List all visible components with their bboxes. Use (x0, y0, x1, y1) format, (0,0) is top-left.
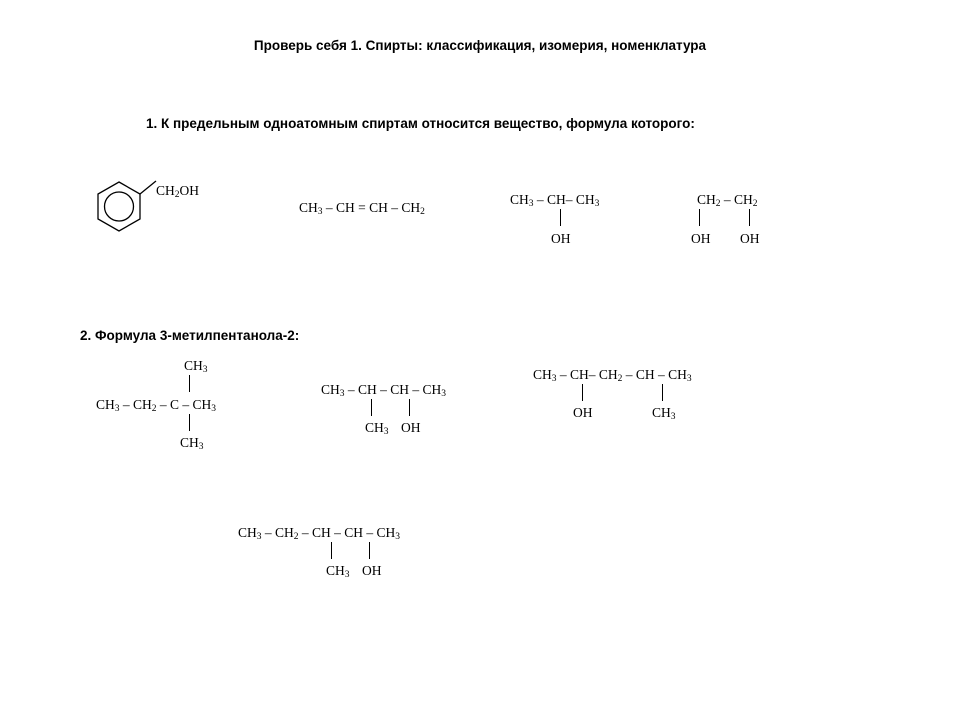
benzene-ring-icon (90, 178, 160, 248)
question-1-text: 1. К предельным одноатомным спиртам относится вещество, формула которого: (146, 116, 695, 131)
bond-line (699, 209, 700, 226)
q1-option-c-chain: $CH_3 - CH-$ $CH_3$ (510, 192, 600, 209)
bond-line (369, 542, 370, 559)
bond-line (560, 209, 561, 226)
question-2-text: 2. Формула 3-метилпентанола-2: (80, 328, 300, 343)
q2-option-b-oh: OH (401, 420, 421, 435)
q2-option-a-top: $CH_3$ (184, 358, 208, 375)
bond-line (662, 384, 663, 401)
q2-option-a-chain: $CH_3 - CH_2$ – C – $CH_3$ (96, 397, 217, 414)
bond-line (371, 399, 372, 416)
q2-option-b-chain: $CH_3$ – CH – CH – $CH_3$ (321, 382, 447, 399)
bond-line (189, 414, 190, 431)
bond-line (582, 384, 583, 401)
q2-option-d-oh: OH (362, 563, 382, 578)
bond-line (749, 209, 750, 226)
bond-line (409, 399, 410, 416)
q2-option-b-ch3: $CH_3$ (365, 420, 389, 437)
q1-option-d-chain: $CH_2 - CH_2$ (697, 192, 758, 209)
page-title: Проверь себя 1. Спирты: классификация, изомерия, номенклатура (253, 38, 707, 53)
q2-option-d-ch3: $CH_3$ (326, 563, 350, 580)
q2-option-c-chain: $CH_3 - CH-$ $CH_2$ – CH – $CH_3$ (533, 367, 692, 384)
bond-line (189, 375, 190, 392)
q2-option-c-oh: OH (573, 405, 593, 420)
q1-option-b-formula: $CH_3$ – CH = CH – $CH_2$ (299, 200, 425, 217)
ch2oh-group: $CH_2OH$ (156, 183, 200, 200)
q1-option-d-oh-2: OH (740, 231, 760, 246)
q1-option-c-oh: OH (551, 231, 571, 246)
q1-option-d-oh-1: OH (691, 231, 711, 246)
q2-option-a-bottom: $CH_3$ (180, 435, 204, 452)
q2-option-d-chain: $CH_3 - CH_2$ – CH – CH – $CH_3$ (238, 525, 401, 542)
bond-line (331, 542, 332, 559)
q2-option-c-ch3: $CH_3$ (652, 405, 676, 422)
